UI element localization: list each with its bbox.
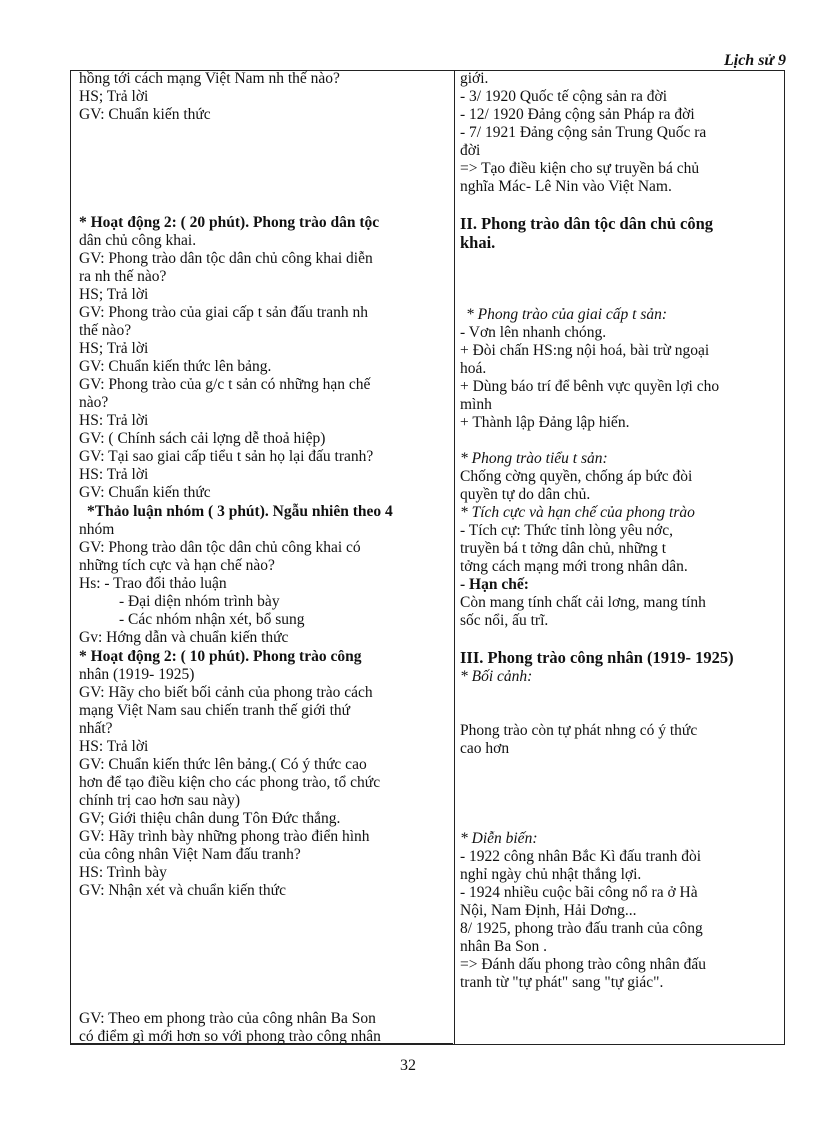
text-line: GV: Phong trào dân tộc dân chủ công khai diễn bbox=[79, 250, 373, 267]
text-line: HS; Trả lời bbox=[79, 88, 149, 105]
text-line: 8/ 1925, phong trào đấu tranh của công bbox=[460, 920, 703, 937]
text-line: mình bbox=[460, 396, 492, 413]
text-line: HS: Trả lời bbox=[79, 466, 149, 483]
text-line: - Đại diện nhóm trình bày bbox=[119, 593, 280, 610]
text-line: tởng cách mạng mới trong nhân dân. bbox=[460, 558, 688, 575]
text-line: - 1924 nhiều cuộc bãi công nổ ra ở Hà bbox=[460, 884, 698, 901]
text-line: quyền tự do dân chủ. bbox=[460, 486, 591, 503]
section-heading: III. Phong trào công nhân (1919- 1925) bbox=[460, 648, 734, 667]
text-line: GV: Phong trào của giai cấp t sản đấu tranh nh bbox=[79, 304, 368, 321]
text-line: - 1922 công nhân Bắc Kì đấu tranh đòi bbox=[460, 848, 702, 865]
subheading: * Phong trào của giai cấp t sản: bbox=[466, 306, 668, 323]
text-line: đời bbox=[460, 142, 481, 159]
table-bottom-border bbox=[70, 1043, 453, 1044]
text-line: + Dùng báo trí để bênh vực quyền lợi cho bbox=[460, 378, 720, 395]
text-line: GV: Chuẩn kiến thức bbox=[79, 106, 211, 123]
text-line: HS: Trả lời bbox=[79, 412, 149, 429]
text-line: - Tích cự: Thức tỉnh lòng yêu nớc, bbox=[460, 522, 673, 539]
text-line: nào? bbox=[79, 394, 109, 411]
text-line: HS: Trình bày bbox=[79, 864, 167, 881]
text-line: GV: Theo em phong trào của công nhân Ba Son bbox=[79, 1010, 376, 1027]
text-line: HS; Trả lời bbox=[79, 286, 149, 303]
text-line: GV: Chuẩn kiến thức lên bảng. bbox=[79, 358, 272, 375]
text-line: Gv: Hớng dẫn và chuẩn kiến thức bbox=[79, 629, 289, 646]
text-line: GV: Tại sao giai cấp tiểu t sản họ lại đấu tranh? bbox=[79, 448, 374, 465]
text-line: + Đòi chấn HS:ng nội hoá, bài trừ ngoại bbox=[460, 342, 710, 359]
subheading: * Tích cực và hạn chế của phong trào bbox=[460, 504, 695, 521]
lesson-table bbox=[70, 70, 785, 1045]
text-line: HS; Trả lời bbox=[79, 340, 149, 357]
column-divider bbox=[454, 70, 455, 1044]
activity-heading: * Hoạt động 2: ( 20 phút). Phong trào dân tộc bbox=[79, 214, 380, 231]
text-line: của công nhân Việt Nam đấu tranh? bbox=[79, 846, 301, 863]
text-line: GV: Chuẩn kiến thức bbox=[79, 484, 211, 501]
text-line: những tích cực và hạn chế nào? bbox=[79, 557, 275, 574]
text-line: Chống cờng quyền, chống áp bức đòi bbox=[460, 468, 693, 485]
text-line: => Tạo điều kiện cho sự truyền bá chủ bbox=[460, 160, 700, 177]
text-line: Phong trào còn tự phát nhng có ý thức bbox=[460, 722, 698, 739]
text-line: nhất? bbox=[79, 720, 113, 737]
text-line: HS: Trả lời bbox=[79, 738, 149, 755]
text-line: GV: Chuẩn kiến thức lên bảng.( Có ý thức cao bbox=[79, 756, 367, 773]
text-line: Còn mang tính chất cải lơng, mang tính bbox=[460, 594, 706, 611]
section-heading: II. Phong trào dân tộc dân chủ công bbox=[460, 214, 714, 233]
text-line: - Các nhóm nhận xét, bổ sung bbox=[119, 611, 305, 628]
text-line: giới. bbox=[460, 70, 489, 87]
text-line: hồng tới cách mạng Việt Nam nh thế nào? bbox=[79, 70, 340, 87]
activity-heading: * Hoạt động 2: ( 10 phút). Phong trào công bbox=[79, 648, 362, 665]
text-line: ra nh thế nào? bbox=[79, 268, 167, 285]
text-line: GV: Hãy cho biết bối cảnh của phong trào cách bbox=[79, 684, 373, 701]
text-line: - Vơn lên nhanh chóng. bbox=[460, 324, 607, 341]
page-header-subject: Lịch sử 9 bbox=[723, 52, 786, 69]
group-discussion-heading: *Thảo luận nhóm ( 3 phút). Ngẫu nhiên theo 4 bbox=[87, 503, 393, 520]
text-line: cao hơn bbox=[460, 740, 510, 757]
text-line: + Thành lập Đảng lập hiến. bbox=[460, 414, 630, 431]
text-line: - 7/ 1921 Đảng cộng sản Trung Quốc ra bbox=[460, 124, 707, 141]
text-line: GV: Nhận xét và chuẩn kiến thức bbox=[79, 882, 286, 899]
section-heading: khai. bbox=[460, 233, 496, 252]
text-line: tranh từ "tự phát" sang "tự giác". bbox=[460, 974, 664, 991]
text-line: => Đánh dấu phong trào công nhân đấu bbox=[460, 956, 707, 973]
text-line: GV: ( Chính sách cải lợng dễ thoả hiệp) bbox=[79, 430, 326, 447]
text-line: hơn để tạo điều kiện cho các phong trào, tổ chức bbox=[79, 774, 381, 791]
text-line: sốc nổi, ấu trĩ. bbox=[460, 612, 549, 629]
text-line: có điểm gì mới hơn so với phong trào công nhân bbox=[79, 1028, 381, 1045]
text-line: GV: Hãy trình bày những phong trào điển hình bbox=[79, 828, 370, 845]
text-line: - Hạn chế: bbox=[460, 576, 529, 593]
text-line: dân chủ công khai. bbox=[79, 232, 197, 249]
text-line: GV; Giới thiệu chân dung Tôn Đức thắng. bbox=[79, 810, 341, 827]
text-line: thế nào? bbox=[79, 322, 132, 339]
subheading: * Bối cảnh: bbox=[460, 668, 533, 685]
text-line: - 12/ 1920 Đảng cộng sản Pháp ra đời bbox=[460, 106, 695, 123]
subheading: * Phong trào tiểu t sản: bbox=[460, 450, 608, 467]
text-line: chính trị cao hơn sau này) bbox=[79, 792, 240, 809]
text-line: hoá. bbox=[460, 360, 487, 377]
text-line: GV: Phong trào dân tộc dân chủ công khai có bbox=[79, 539, 361, 556]
text-line: Nội, Nam Định, Hải Dơng... bbox=[460, 902, 637, 919]
text-line: truyền bá t tởng dân chủ, những t bbox=[460, 540, 667, 557]
subheading: * Diễn biến: bbox=[460, 830, 538, 847]
text-line: Hs: - Trao đổi thảo luận bbox=[79, 575, 227, 592]
text-line: - 3/ 1920 Quốc tế cộng sản ra đời bbox=[460, 88, 668, 105]
text-line: mạng Việt Nam sau chiến tranh thế giới thứ bbox=[79, 702, 351, 719]
page-number: 32 bbox=[400, 1057, 416, 1074]
text-line: nhân Ba Son . bbox=[460, 938, 547, 955]
text-line: nghĩa Mác- Lê Nin vào Việt Nam. bbox=[460, 178, 672, 195]
text-line: nghỉ ngày chủ nhật thắng lợi. bbox=[460, 866, 642, 883]
text-line: nhân (1919- 1925) bbox=[79, 666, 195, 683]
text-line: GV: Phong trào của g/c t sản có những hạn chế bbox=[79, 376, 371, 393]
text-line: nhóm bbox=[79, 521, 115, 538]
